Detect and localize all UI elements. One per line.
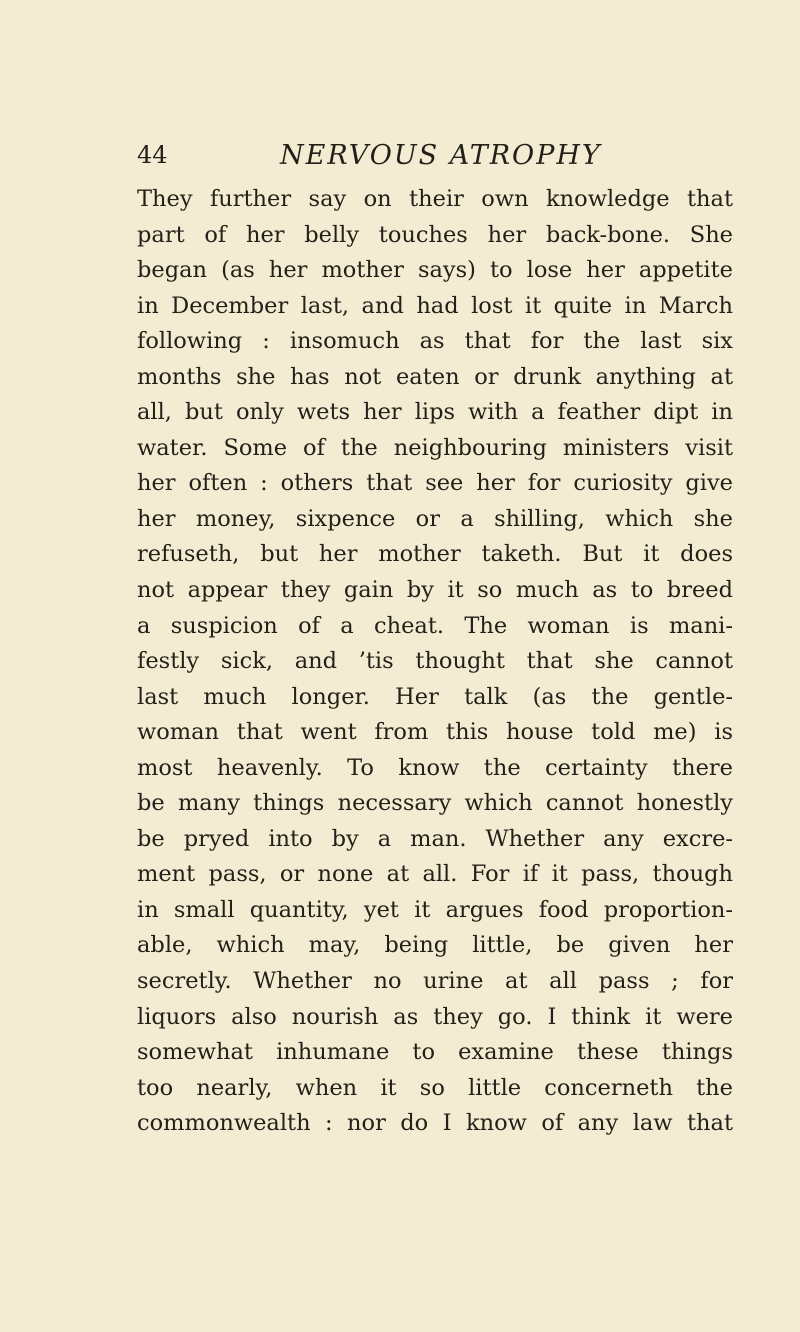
text-line: refuseth, but her mother taketh. But it does (137, 541, 733, 568)
text-line: following : insomuch as that for the last six (137, 328, 733, 355)
text-line: be pryed into by a man. Whether any excre- (137, 825, 733, 852)
text-line: most heavenly. To know the certainty there (137, 754, 733, 781)
text-line: water. Some of the neighbouring ministers visit (137, 434, 733, 461)
text-line: woman that went from this house told me) is (137, 719, 733, 746)
text-line: all, but only wets her lips with a feather dipt in (137, 399, 733, 426)
text-line: a suspicion of a cheat. The woman is mani- (137, 612, 733, 639)
text-line: in small quantity, yet it argues food proportion- (137, 896, 733, 923)
text-line: last much longer. Her talk (as the gentle- (137, 683, 733, 710)
body-text (137, 182, 733, 1142)
text-line: began (as her mother says) to lose her appetite (137, 257, 733, 284)
text-line: ment pass, or none at all. For if it pass, though (137, 861, 733, 888)
text-line: liquors also nourish as they go. I think it were (137, 1003, 733, 1030)
text-line: able, which may, being little, be given her (137, 932, 733, 959)
text-line: her money, sixpence or a shilling, which she (137, 505, 733, 532)
text-line: They further say on their own knowledge that (137, 186, 733, 212)
text-line: part of her belly touches her back-bone. She (137, 221, 733, 248)
text-line: months she has not eaten or drunk anything at (137, 363, 733, 390)
page-number: 44 (137, 141, 168, 169)
text-line: secretly. Whether no urine at all pass ; for (137, 968, 733, 995)
text-line: somewhat inhumane to examine these things (137, 1039, 733, 1066)
text-line: in December last, and had lost it quite in March (137, 292, 733, 319)
text-line: festly sick, and ’tis thought that she cannot (137, 648, 733, 675)
text-line: too nearly, when it so little concerneth the (137, 1074, 733, 1101)
running-title: NERVOUS ATROPHY (280, 140, 602, 171)
text-line: her often : others that see her for curiosity give (137, 470, 733, 497)
text-line: commonwealth : nor do I know of any law that (137, 1110, 733, 1137)
text-line: be many things necessary which cannot honestly (137, 790, 733, 817)
text-line: not appear they gain by it so much as to breed (137, 577, 733, 604)
